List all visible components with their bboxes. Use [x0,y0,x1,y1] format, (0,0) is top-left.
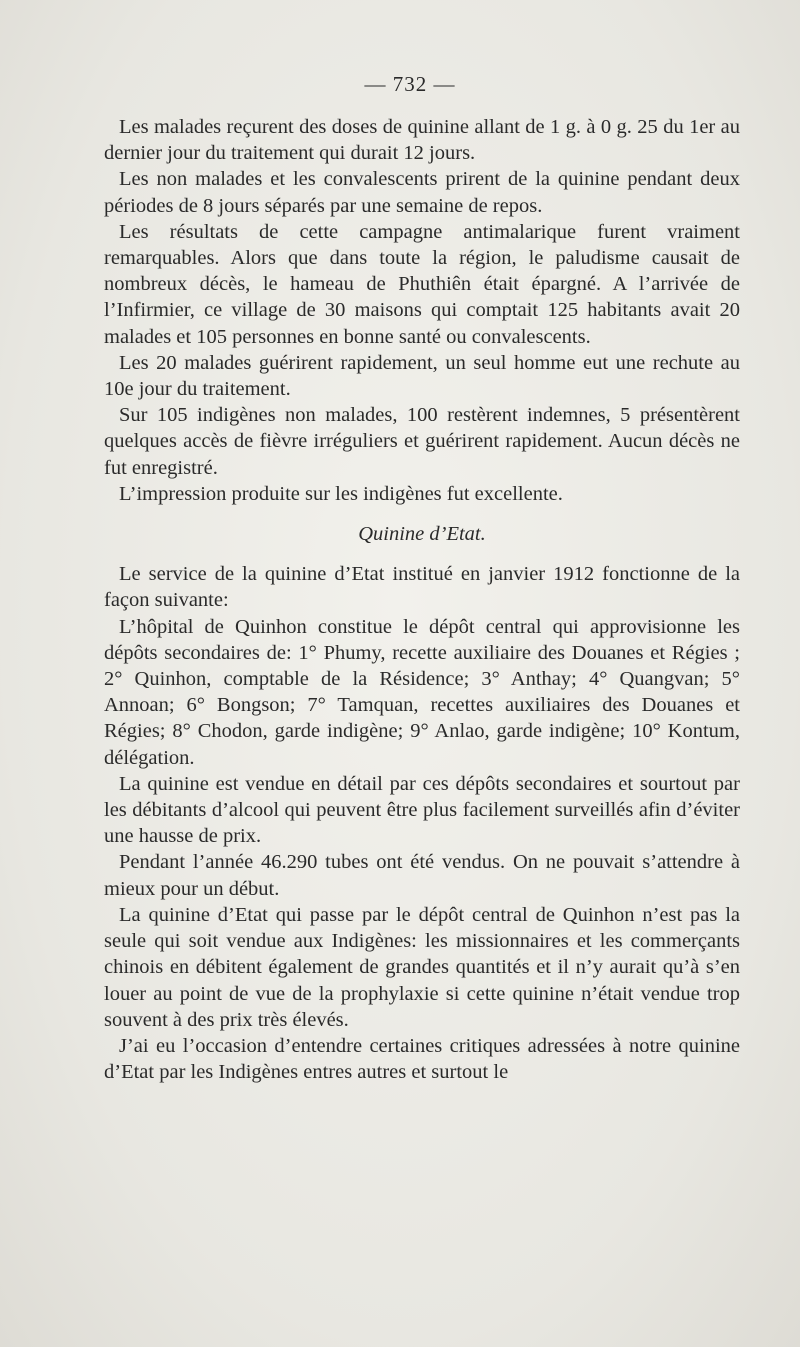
paragraph: J’ai eu l’occasion d’entendre certaines critiques adressées à notre quinine d’Etat par les Indigènes entres autres et surtout le [104,1034,740,1084]
paragraph: Les malades reçurent des doses de quinine allant de 1 g. à 0 g. 25 du 1er au dernier jour du traitement qui durait 12 jours. [104,116,740,165]
paragraph: L’impression produite sur les indigènes fut excellente. [119,482,563,505]
paragraph: Sur 105 indigènes non malades, 100 restèrent indemnes, 5 présentèrent quelques accès de fièvre irréguliers et guérirent rapidement. Aucun décès ne fut enregistré. [104,404,740,479]
paragraph: Le service de la quinine d’Etat institué en janvier 1912 fonctionne de la façon suivante: [104,563,740,612]
paragraph: Les non malades et les convalescents prirent de la quinine pendant deux périodes de 8 jours séparés par une semaine de repos. [104,168,740,217]
paragraph: La quinine d’Etat qui passe par le dépôt central de Quinhon n’est pas la seule qui soit vendue aux Indigènes: les missionnaires et les commerçants chinois en débitent également de grandes quantités et il n’y aurait qu’à s’en louer au point de vue de la prophylaxie si cette quinine n’était vendue trop souvent à des prix très élevés. [104,903,740,1031]
paragraph: La quinine est vendue en détail par ces dépôts secondaires et sourtout par les débitants d’alcool qui peuvent être plus facilement surveillés afin d’éviter une hausse de prix. [104,772,740,848]
section-heading: Quinine d’Etat. [358,523,486,546]
paragraph: Pendant l’année 46.290 tubes ont été vendus. On ne pouvait s’attendre à mieux pour un début. [104,851,740,900]
paragraph: L’hôpital de Quinhon constitue le dépôt central qui approvisionne les dépôts secondaires de: 1° Phumy, recette auxiliaire des Douanes et Régies ; 2° Quinhon, comptable de la Résidence; 3° Anthay; 4° Quangvan; 5° Annoan; 6° Bongson; 7° Tamquan, recettes auxiliaires des Douanes et Régies; 8° Chodon, garde indigène; 9° Anlao, garde indigène; 10° Kontum, délégation. [104,615,740,769]
paragraph: Les 20 malades guérirent rapidement, un seul homme eut une rechute au 10e jour du traitement. [104,351,740,401]
paragraph: Les résultats de cette campagne antimalarique furent vraiment remarquables. Alors que dans toute la région, le paludisme causait de nombreux décès, le hameau de Phuthiên était épargné. A l’arrivée de l’Infirmier, ce village de 30 maisons qui comptait 125 habitants avait 20 malades et 105 personnes en bonne santé ou convalescents. [104,220,740,348]
page-number: — 732 — [364,72,456,96]
body-text [104,114,740,1085]
